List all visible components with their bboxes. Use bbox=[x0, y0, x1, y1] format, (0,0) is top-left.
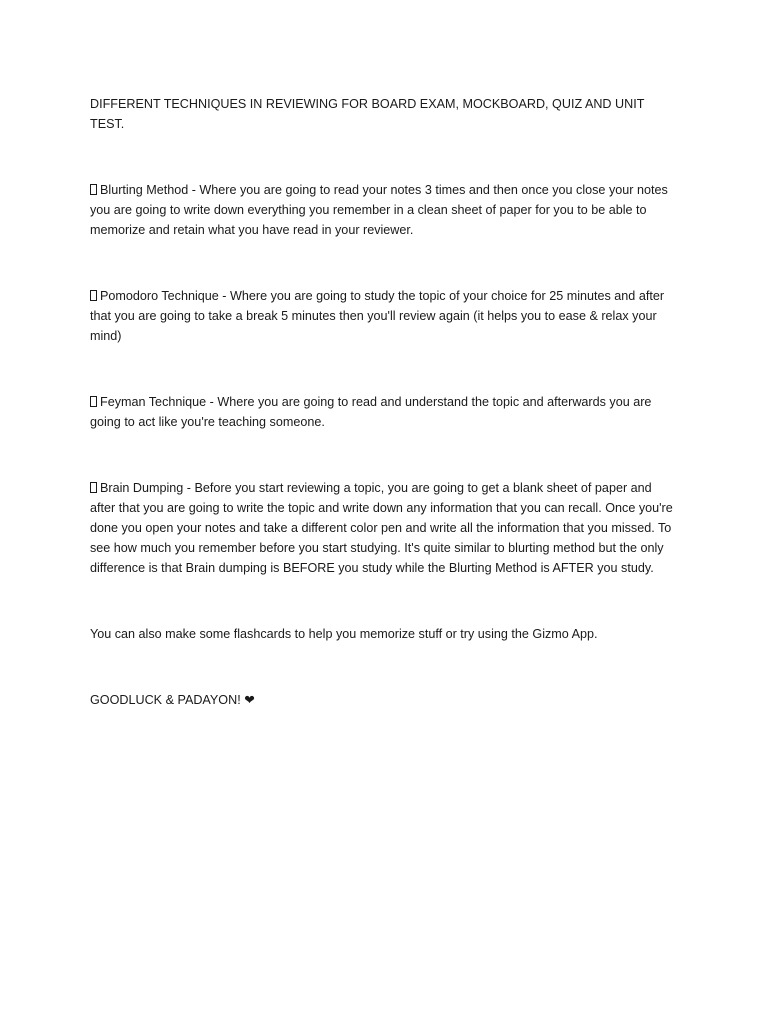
technique-brain-dumping bbox=[90, 478, 680, 578]
missing-glyph-icon bbox=[90, 184, 97, 195]
technique-text: Pomodoro Technique - Where you are going to study the topic of your choice for 25 minutes and after that you are going to take a break 5 minutes then you'll review again (it helps you to ease & relax your mind) bbox=[90, 289, 665, 343]
technique-pomodoro bbox=[90, 286, 680, 346]
closing-line bbox=[90, 690, 680, 710]
technique-text: Feyman Technique - Where you are going to read and understand the topic and afterwards you are going to act like you're teaching someone. bbox=[90, 395, 652, 429]
document-title: DIFFERENT TECHNIQUES IN REVIEWING FOR BOARD EXAM, MOCKBOARD, QUIZ AND UNIT TEST. bbox=[90, 97, 645, 131]
technique-feyman bbox=[90, 392, 680, 432]
missing-glyph-icon bbox=[90, 482, 97, 493]
flashcard-tip: You can also make some flashcards to help you memorize stuff or try using the Gizmo App. bbox=[90, 627, 598, 641]
technique-text: Blurting Method - Where you are going to read your notes 3 times and then once you close your notes you are going to write down everything you remember in a clean sheet of paper for you to be able to memorize and retain what you have read in your reviewer. bbox=[90, 183, 668, 237]
document-body bbox=[90, 94, 680, 710]
missing-glyph-icon bbox=[90, 290, 97, 301]
heart-icon: ❤ bbox=[244, 693, 255, 707]
missing-glyph-icon bbox=[90, 396, 97, 407]
technique-blurting bbox=[90, 180, 680, 240]
closing-text: GOODLUCK & PADAYON! bbox=[90, 693, 241, 707]
technique-text: Brain Dumping - Before you start reviewing a topic, you are going to get a blank sheet of paper and after that you are going to write the topic and write down any information that you can recall. Once you're done you open your notes and take a different color pen and write all the information that you missed. To see how much you remember before you start studying. It's quite similar to blurting method but the only difference is that Brain dumping is BEFORE you study while the Blurting Method is AFTER you study. bbox=[90, 481, 673, 575]
